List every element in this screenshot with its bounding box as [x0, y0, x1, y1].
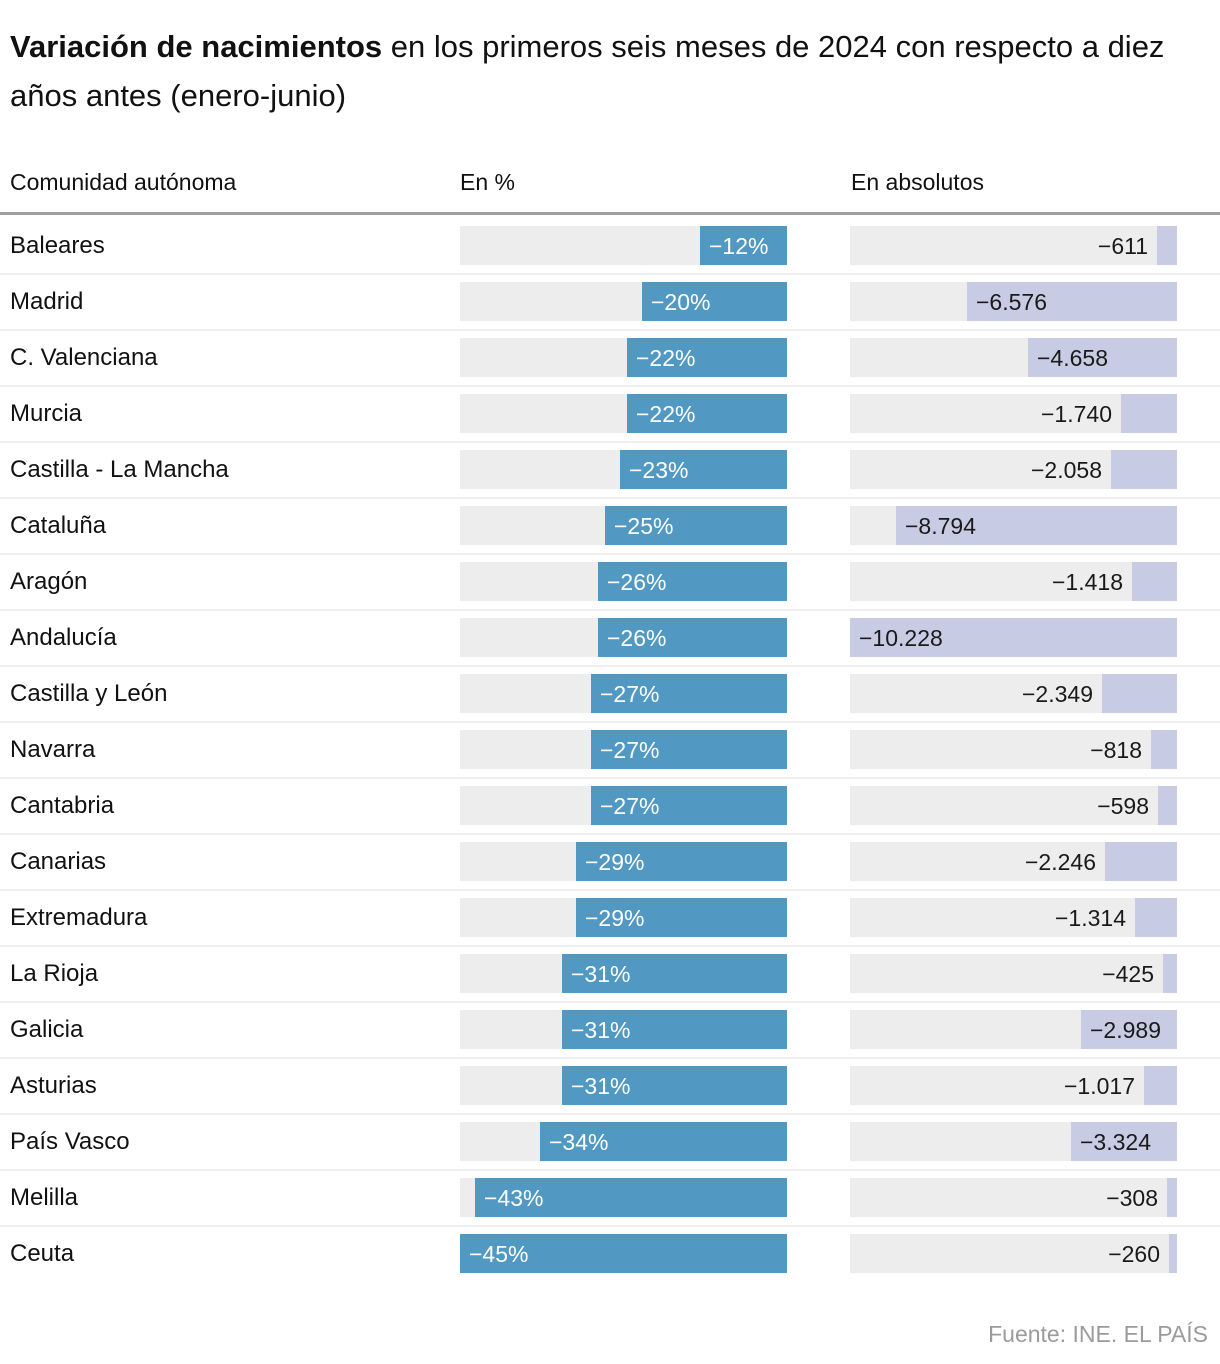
absolute-track [850, 1178, 1177, 1217]
percent-track [460, 282, 787, 321]
region-label: País Vasco [10, 1128, 130, 1155]
region-label: Canarias [10, 848, 107, 875]
absolute-value-label: −6.576 [976, 289, 1047, 315]
absolute-track [850, 450, 1177, 489]
absolute-track [850, 618, 1177, 657]
percent-value-label: −29% [585, 849, 645, 875]
absolute-bar [1144, 1066, 1177, 1105]
percent-value-label: −23% [629, 457, 689, 483]
percent-track [460, 450, 787, 489]
source-credit: Fuente: INE. EL PAÍS [988, 1321, 1208, 1347]
absolute-track [850, 394, 1177, 433]
absolute-track [850, 898, 1177, 937]
absolute-value-label: −4.658 [1037, 345, 1108, 371]
percent-track [460, 1066, 787, 1105]
absolute-value-label: −1.314 [1055, 905, 1126, 931]
region-label: C. Valenciana [10, 344, 158, 371]
absolute-value-label: −2.246 [1025, 849, 1096, 875]
absolute-value-label: −2.349 [1022, 681, 1093, 707]
region-label: Ceuta [10, 1240, 75, 1267]
percent-track [460, 506, 787, 545]
region-label: Melilla [10, 1184, 79, 1211]
percent-track [460, 730, 787, 769]
percent-value-label: −27% [600, 681, 660, 707]
region-label: Andalucía [10, 624, 117, 651]
absolute-track [850, 1122, 1177, 1161]
percent-track [460, 1010, 787, 1049]
absolute-value-label: −1.418 [1052, 569, 1123, 595]
percent-value-label: −20% [651, 289, 711, 315]
percent-value-label: −27% [600, 737, 660, 763]
absolute-bar [1151, 730, 1177, 769]
percent-track [460, 562, 787, 601]
column-header-percent: En % [460, 169, 515, 195]
region-label: Aragón [10, 568, 88, 595]
region-label: Asturias [10, 1072, 97, 1099]
absolute-track [850, 786, 1177, 825]
percent-value-label: −34% [549, 1129, 609, 1155]
region-label: Extremadura [10, 904, 148, 931]
chart-title-bold: Variación de nacimientos [10, 29, 383, 64]
percent-value-label: −25% [614, 513, 674, 539]
region-label: Castilla - La Mancha [10, 456, 229, 483]
absolute-track [850, 506, 1177, 545]
absolute-bar [1111, 450, 1177, 489]
absolute-value-label: −818 [1090, 737, 1142, 763]
absolute-track [850, 730, 1177, 769]
percent-value-label: −12% [709, 233, 769, 259]
absolute-value-label: −2.058 [1031, 457, 1102, 483]
percent-value-label: −27% [600, 793, 660, 819]
absolute-track [850, 1066, 1177, 1105]
percent-track [460, 786, 787, 825]
absolute-bar [1102, 674, 1177, 713]
absolute-bar [1132, 562, 1177, 601]
absolute-bar [1135, 898, 1177, 937]
region-label: Galicia [10, 1016, 84, 1043]
region-label: Castilla y León [10, 680, 168, 707]
absolute-value-label: −3.324 [1080, 1129, 1151, 1155]
absolute-value-label: −308 [1106, 1185, 1158, 1211]
absolute-value-label: −425 [1102, 961, 1154, 987]
percent-track [460, 1122, 787, 1161]
percent-track [460, 674, 787, 713]
region-label: Cantabria [10, 792, 115, 819]
percent-track [460, 1234, 787, 1273]
absolute-value-label: −1.740 [1041, 401, 1112, 427]
absolute-track [850, 1234, 1177, 1273]
percent-track [460, 618, 787, 657]
percent-value-label: −26% [607, 625, 667, 651]
percent-track [460, 898, 787, 937]
percent-value-label: −22% [636, 345, 696, 371]
percent-value-label: −31% [571, 1073, 631, 1099]
absolute-value-label: −10.228 [859, 625, 943, 651]
absolute-track [850, 226, 1177, 265]
column-header-absolute: En absolutos [851, 169, 984, 195]
region-label: Murcia [10, 400, 83, 427]
absolute-bar [1163, 954, 1177, 993]
absolute-bar [1169, 1234, 1177, 1273]
region-label: Baleares [10, 232, 105, 259]
percent-track [460, 954, 787, 993]
region-label: La Rioja [10, 960, 99, 987]
absolute-track [850, 674, 1177, 713]
absolute-value-label: −1.017 [1064, 1073, 1135, 1099]
absolute-track [850, 282, 1177, 321]
percent-track [460, 338, 787, 377]
absolute-track [850, 954, 1177, 993]
absolute-bar [1167, 1178, 1177, 1217]
percent-value-label: −29% [585, 905, 645, 931]
chart-title-rest: en los primeros seis meses de 2024 con respecto a diez años antes (enero-junio) [10, 29, 1165, 113]
region-label: Madrid [10, 288, 84, 315]
absolute-bar [1105, 842, 1177, 881]
absolute-value-label: −611 [1097, 233, 1148, 259]
percent-track [460, 1178, 787, 1217]
percent-track [460, 394, 787, 433]
absolute-bar [1121, 394, 1177, 433]
absolute-track [850, 562, 1177, 601]
absolute-value-label: −260 [1108, 1241, 1160, 1267]
region-label: Navarra [10, 736, 96, 763]
absolute-value-label: −598 [1097, 793, 1149, 819]
absolute-value-label: −8.794 [905, 513, 976, 539]
percent-track [460, 842, 787, 881]
percent-value-label: −31% [571, 961, 631, 987]
absolute-bar [1158, 786, 1177, 825]
percent-value-label: −45% [469, 1241, 529, 1267]
chart-title [10, 22, 1195, 120]
absolute-track [850, 338, 1177, 377]
region-label: Cataluña [10, 512, 107, 539]
column-header-region: Comunidad autónoma [10, 169, 237, 195]
percent-track [460, 226, 787, 265]
percent-value-label: −31% [571, 1017, 631, 1043]
percent-value-label: −26% [607, 569, 667, 595]
header-rule [0, 212, 1220, 215]
percent-value-label: −43% [484, 1185, 544, 1211]
absolute-track [850, 842, 1177, 881]
absolute-value-label: −2.989 [1090, 1017, 1161, 1043]
absolute-track [850, 1010, 1177, 1049]
percent-value-label: −22% [636, 401, 696, 427]
absolute-bar [1157, 226, 1177, 265]
table-row [0, 1234, 1220, 1290]
